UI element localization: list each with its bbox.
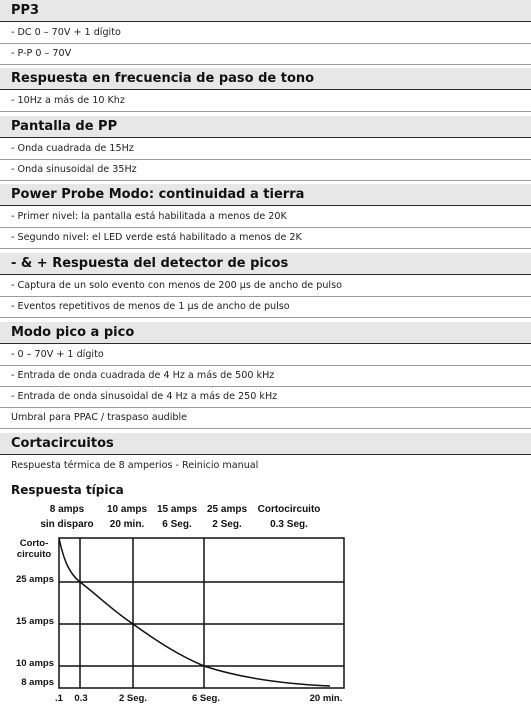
top-label: 2 Seg. (212, 519, 242, 530)
section-header-power-probe-modo-continuidad-a-tierra: Power Probe Modo: continuidad a tierra (0, 184, 531, 206)
top-label: sin disparo (40, 519, 94, 530)
x-tick-label: 6 Seg. (192, 693, 220, 704)
top-label: 0.3 Seg. (270, 519, 308, 530)
top-label: Cortocircuito (257, 504, 321, 515)
top-label: 10 amps (106, 504, 148, 515)
top-label: 15 amps (156, 504, 198, 515)
y-tick-label: 8 amps (21, 677, 54, 688)
x-tick-label: .1 (55, 693, 63, 704)
spec-row: - Entrada de onda cuadrada de 4 Hz a más de 500 kHz (0, 366, 531, 387)
x-tick-label: 0.3 (74, 693, 88, 704)
response-chart (0, 500, 531, 710)
top-label: 6 Seg. (162, 519, 192, 530)
spec-row: - Onda sinusoidal de 35Hz (0, 160, 531, 181)
spec-row: - DC 0 – 70V + 1 dígito (0, 23, 531, 44)
chart-title: Respuesta típica (11, 483, 124, 497)
spec-row: - Segundo nivel: el LED verde está habilitado a menos de 2K (0, 228, 531, 249)
spec-row: - Entrada de onda sinusoidal de 4 Hz a más de 250 kHz (0, 387, 531, 408)
top-label: 20 min. (109, 519, 145, 530)
section-header-cortacircuitos: Cortacircuitos (0, 433, 531, 455)
section-header-respuesta-del-detector-de-picos: - & + Respuesta del detector de picos (0, 253, 531, 275)
spec-row: - Onda cuadrada de 15Hz (0, 139, 531, 160)
section-header-modo-pico-a-pico: Modo pico a pico (0, 322, 531, 344)
section-header-pantalla-de-pp: Pantalla de PP (0, 116, 531, 138)
spec-row: - 10Hz a más de 10 Khz (0, 91, 531, 112)
y-tick-label: Corto- (19, 538, 49, 549)
response-curve (59, 538, 330, 686)
y-tick-label: 10 amps (15, 658, 54, 669)
x-tick-label: 2 Seg. (119, 693, 147, 704)
y-tick-label: 25 amps (15, 574, 54, 585)
section-header-pp3: PP3 (0, 0, 531, 22)
top-label: 25 amps (206, 504, 248, 515)
spec-row: - P-P 0 – 70V (0, 44, 531, 65)
spec-row: Respuesta térmica de 8 amperios - Reinicio manual (11, 460, 259, 471)
y-tick-label: circuito (16, 549, 52, 560)
spec-row: - 0 – 70V + 1 dígito (0, 345, 531, 366)
spec-row: - Primer nivel: la pantalla está habilitada a menos de 20K (0, 207, 531, 228)
spec-row: Umbral para PPAC / traspaso audible (0, 408, 531, 429)
spec-row: - Captura de un solo evento con menos de 200 µs de ancho de pulso (0, 276, 531, 297)
top-label: 8 amps (49, 504, 85, 515)
y-tick-label: 15 amps (15, 616, 54, 627)
spec-row: - Eventos repetitivos de menos de 1 µs de ancho de pulso (0, 297, 531, 318)
section-header-respuesta-en-frecuencia-de-paso-de-tono: Respuesta en frecuencia de paso de tono (0, 68, 531, 90)
x-tick-label: 20 min. (309, 693, 343, 704)
